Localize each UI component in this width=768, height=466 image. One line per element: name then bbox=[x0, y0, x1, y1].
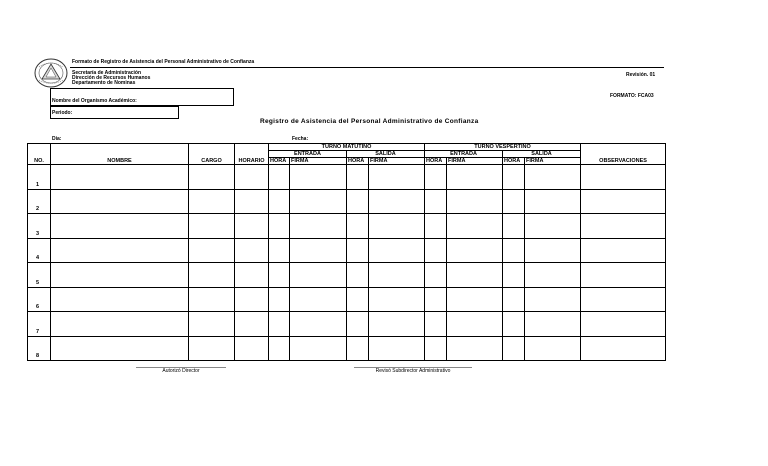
nombre-cell[interactable] bbox=[51, 165, 189, 190]
firma-cell[interactable] bbox=[525, 165, 581, 190]
observaciones-cell[interactable] bbox=[581, 189, 666, 214]
firma-cell[interactable] bbox=[447, 214, 503, 239]
matutino-salida-header: SALIDA bbox=[347, 151, 425, 158]
firma-cell[interactable] bbox=[290, 238, 347, 263]
nombre-cell[interactable] bbox=[51, 214, 189, 239]
main-title: Registro de Asistencia del Personal Administrativo de Confianza bbox=[260, 118, 479, 125]
hora-cell[interactable] bbox=[425, 287, 447, 312]
firma-cell[interactable] bbox=[447, 165, 503, 190]
table-row bbox=[28, 336, 666, 361]
nombre-cell[interactable] bbox=[51, 336, 189, 361]
hora-cell[interactable] bbox=[503, 312, 525, 337]
revision-label: Revisión. 01 bbox=[626, 72, 656, 78]
periodo-label: Periodo: bbox=[52, 110, 73, 116]
nombre-cell[interactable] bbox=[51, 189, 189, 214]
cargo-cell[interactable] bbox=[189, 263, 235, 288]
hora-header: HORA bbox=[503, 158, 525, 165]
nombre-cell[interactable] bbox=[51, 238, 189, 263]
col-observaciones-header: OBSERVACIONES bbox=[581, 144, 666, 165]
formato-label: FORMATO: FCA03 bbox=[610, 93, 654, 99]
dia-label: Dia: bbox=[52, 136, 62, 142]
cargo-cell[interactable] bbox=[189, 189, 235, 214]
observaciones-cell[interactable] bbox=[581, 287, 666, 312]
firma-header: FIRMA bbox=[290, 158, 347, 165]
table-body bbox=[28, 165, 666, 361]
hora-cell[interactable] bbox=[347, 189, 369, 214]
signature-autorizo: Autorizó Director bbox=[136, 367, 226, 374]
firma-header: FIRMA bbox=[447, 158, 503, 165]
table-row bbox=[28, 165, 666, 190]
cargo-cell[interactable] bbox=[189, 165, 235, 190]
attendance-table bbox=[27, 143, 666, 361]
horario-cell[interactable] bbox=[235, 238, 269, 263]
col-nombre-header: NOMBRE bbox=[51, 144, 189, 165]
observaciones-cell[interactable] bbox=[581, 263, 666, 288]
hora-cell[interactable] bbox=[269, 263, 290, 288]
firma-cell[interactable] bbox=[369, 287, 425, 312]
row-number: 1 bbox=[28, 165, 51, 190]
hora-cell[interactable] bbox=[425, 312, 447, 337]
hora-header: HORA bbox=[347, 158, 369, 165]
firma-cell[interactable] bbox=[369, 189, 425, 214]
hora-cell[interactable] bbox=[425, 336, 447, 361]
nombre-cell[interactable] bbox=[51, 287, 189, 312]
firma-cell[interactable] bbox=[525, 238, 581, 263]
org-line-1: Secretaría de Administración bbox=[72, 70, 142, 76]
hora-cell[interactable] bbox=[269, 287, 290, 312]
cargo-cell[interactable] bbox=[189, 287, 235, 312]
hora-cell[interactable] bbox=[269, 214, 290, 239]
horario-cell[interactable] bbox=[235, 165, 269, 190]
hora-cell[interactable] bbox=[269, 238, 290, 263]
firma-cell[interactable] bbox=[290, 287, 347, 312]
observaciones-cell[interactable] bbox=[581, 214, 666, 239]
institution-seal-icon bbox=[33, 57, 69, 89]
fecha-label: Fecha: bbox=[292, 136, 309, 142]
hora-cell[interactable] bbox=[425, 238, 447, 263]
row-number: 7 bbox=[28, 312, 51, 337]
hora-cell[interactable] bbox=[503, 287, 525, 312]
turno-matutino-header: TURNO MATUTINO bbox=[269, 144, 425, 151]
hora-cell[interactable] bbox=[425, 189, 447, 214]
firma-cell[interactable] bbox=[369, 263, 425, 288]
firma-cell[interactable] bbox=[447, 263, 503, 288]
horario-cell[interactable] bbox=[235, 189, 269, 214]
firma-header: FIRMA bbox=[525, 158, 581, 165]
hora-cell[interactable] bbox=[347, 312, 369, 337]
observaciones-cell[interactable] bbox=[581, 165, 666, 190]
hora-cell[interactable] bbox=[425, 214, 447, 239]
cargo-cell[interactable] bbox=[189, 214, 235, 239]
table-row bbox=[28, 287, 666, 312]
table-row bbox=[28, 312, 666, 337]
hora-cell[interactable] bbox=[425, 263, 447, 288]
hora-cell[interactable] bbox=[503, 214, 525, 239]
cargo-cell[interactable] bbox=[189, 312, 235, 337]
cargo-cell[interactable] bbox=[189, 336, 235, 361]
firma-cell[interactable] bbox=[525, 312, 581, 337]
organismo-label: Nombre del Organismo Académico: bbox=[52, 98, 137, 104]
hora-cell[interactable] bbox=[347, 214, 369, 239]
hora-cell[interactable] bbox=[503, 336, 525, 361]
turno-vespertino-header: TURNO VESPERTINO bbox=[425, 144, 581, 151]
hora-cell[interactable] bbox=[347, 238, 369, 263]
vespertino-salida-header: SALIDA bbox=[503, 151, 581, 158]
org-line-3: Departamento de Nominas bbox=[72, 80, 136, 86]
firma-cell[interactable] bbox=[290, 263, 347, 288]
hora-cell[interactable] bbox=[503, 238, 525, 263]
nombre-cell[interactable] bbox=[51, 312, 189, 337]
col-no-header: NO. bbox=[28, 144, 51, 165]
hora-cell[interactable] bbox=[425, 165, 447, 190]
hora-cell[interactable] bbox=[503, 263, 525, 288]
firma-cell[interactable] bbox=[447, 336, 503, 361]
header-divider bbox=[70, 67, 664, 68]
horario-cell[interactable] bbox=[235, 214, 269, 239]
col-horario-header: HORARIO bbox=[235, 144, 269, 165]
hora-cell[interactable] bbox=[503, 189, 525, 214]
firma-cell[interactable] bbox=[369, 336, 425, 361]
hora-cell[interactable] bbox=[269, 165, 290, 190]
firma-cell[interactable] bbox=[369, 214, 425, 239]
firma-cell[interactable] bbox=[290, 189, 347, 214]
horario-cell[interactable] bbox=[235, 263, 269, 288]
firma-header: FIRMA bbox=[369, 158, 425, 165]
hora-cell[interactable] bbox=[347, 336, 369, 361]
horario-cell[interactable] bbox=[235, 336, 269, 361]
table-row bbox=[28, 214, 666, 239]
hora-cell[interactable] bbox=[269, 312, 290, 337]
horario-cell[interactable] bbox=[235, 312, 269, 337]
org-line-2: Dirección de Recursos Humanos bbox=[72, 75, 151, 81]
firma-cell[interactable] bbox=[290, 165, 347, 190]
row-number: 2 bbox=[28, 189, 51, 214]
firma-cell[interactable] bbox=[447, 238, 503, 263]
table-row bbox=[28, 189, 666, 214]
firma-cell[interactable] bbox=[447, 189, 503, 214]
firma-cell[interactable] bbox=[369, 165, 425, 190]
observaciones-cell[interactable] bbox=[581, 336, 666, 361]
firma-cell[interactable] bbox=[525, 287, 581, 312]
cargo-cell[interactable] bbox=[189, 238, 235, 263]
firma-cell[interactable] bbox=[525, 214, 581, 239]
observaciones-cell[interactable] bbox=[581, 312, 666, 337]
vespertino-entrada-header: ENTRADA bbox=[425, 151, 503, 158]
row-number: 6 bbox=[28, 287, 51, 312]
table-row bbox=[28, 238, 666, 263]
firma-cell[interactable] bbox=[290, 336, 347, 361]
row-number: 4 bbox=[28, 238, 51, 263]
hora-cell[interactable] bbox=[347, 165, 369, 190]
table-row bbox=[28, 263, 666, 288]
horario-cell[interactable] bbox=[235, 287, 269, 312]
col-cargo-header: CARGO bbox=[189, 144, 235, 165]
firma-cell[interactable] bbox=[369, 312, 425, 337]
hora-cell[interactable] bbox=[503, 165, 525, 190]
hora-cell[interactable] bbox=[347, 263, 369, 288]
hora-header: HORA bbox=[425, 158, 447, 165]
row-number: 5 bbox=[28, 263, 51, 288]
firma-cell[interactable] bbox=[525, 189, 581, 214]
hora-cell[interactable] bbox=[269, 189, 290, 214]
row-number: 8 bbox=[28, 336, 51, 361]
hora-cell[interactable] bbox=[347, 287, 369, 312]
signature-reviso: Revisó Subdirector Administrativo bbox=[354, 367, 472, 374]
hora-header: HORA bbox=[269, 158, 290, 165]
nombre-cell[interactable] bbox=[51, 263, 189, 288]
firma-cell[interactable] bbox=[290, 312, 347, 337]
firma-cell[interactable] bbox=[525, 263, 581, 288]
firma-cell[interactable] bbox=[369, 238, 425, 263]
observaciones-cell[interactable] bbox=[581, 238, 666, 263]
hora-cell[interactable] bbox=[269, 336, 290, 361]
form-title: Formato de Registro de Asistencia del Personal Administrativo de Confianza bbox=[72, 59, 255, 65]
matutino-entrada-header: ENTRADA bbox=[269, 151, 347, 158]
firma-cell[interactable] bbox=[447, 287, 503, 312]
row-number: 3 bbox=[28, 214, 51, 239]
firma-cell[interactable] bbox=[290, 214, 347, 239]
firma-cell[interactable] bbox=[447, 312, 503, 337]
firma-cell[interactable] bbox=[525, 336, 581, 361]
